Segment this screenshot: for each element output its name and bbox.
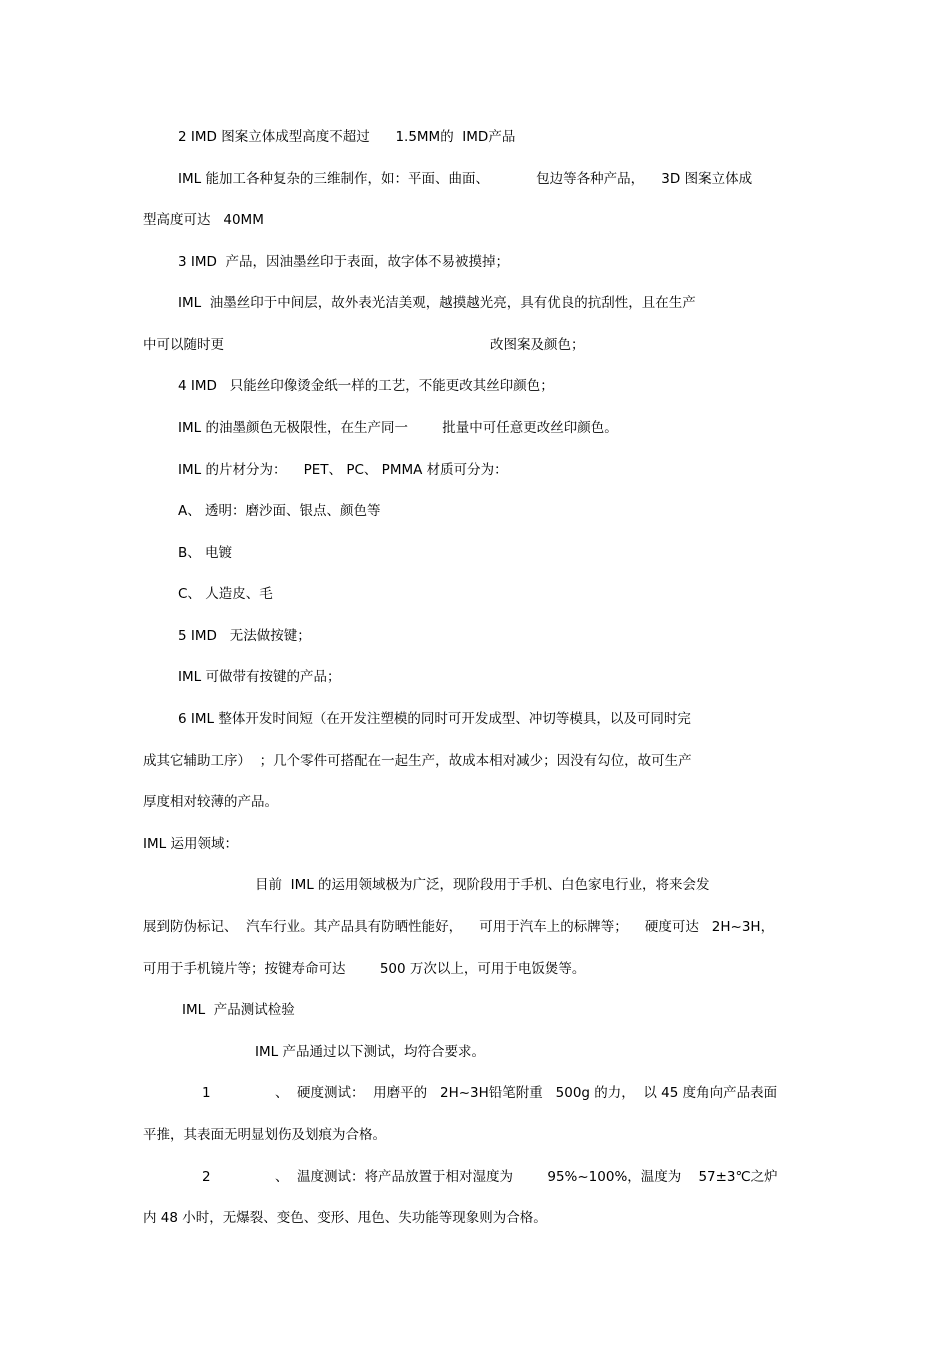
text-line-19: 目前 IML 的运用领域极为广泛，现阶段用于手机、白色家电行业，将来会发 bbox=[255, 877, 710, 893]
text-line-21: 可用于手机镜片等；按键寿命可达 500 万次以上，可用于电饭煲等。 bbox=[143, 961, 586, 977]
text-line-25: 平推，其表面无明显划伤及划痕为合格。 bbox=[143, 1127, 386, 1143]
text-line-20: 展到防伪标记、 汽车行业。其产品具有防晒性能好， 可用于汽车上的标牌等； 硬度可达 2H~3H， bbox=[143, 919, 775, 935]
text-line-2: IML 能加工各种复杂的三维制作，如：平面、曲面、 包边等各种产品， 3D 图案立体成 bbox=[178, 171, 753, 187]
text-line-3: 型高度可达 40MM bbox=[143, 212, 264, 228]
text-line-16: 成其它辅助工序） ；几个零件可搭配在一起生产，故成本相对减少；因没有勾位，故可生产 bbox=[143, 753, 692, 769]
text-line-13: 5 IMD 无法做按键； bbox=[178, 628, 311, 644]
text-line-27: 内 48 小时，无爆裂、变色、变形、甩色、失功能等现象则为合格。 bbox=[143, 1210, 547, 1226]
text-line-9: IML 的片材分为： PET、 PC、 PMMA 材质可分为： bbox=[178, 462, 508, 478]
text-line-7: 4 IMD 只能丝印像烫金纸一样的工艺，不能更改其丝印颜色； bbox=[178, 378, 554, 394]
text-line-8: IML 的油墨颜色无极限性，在生产同一 批量中可任意更改丝印颜色。 bbox=[178, 420, 618, 436]
text-line-10: A、 透明：磨沙面、银点、颜色等 bbox=[178, 503, 381, 519]
text-line-12: C、 人造皮、毛 bbox=[178, 586, 273, 602]
text-line-23: IML 产品通过以下测试，均符合要求。 bbox=[255, 1044, 485, 1060]
text-line-4: 3 IMD 产品，因油墨丝印于表面，故字体不易被摸掉； bbox=[178, 254, 509, 270]
text-line-6: 中可以随时更 改图案及颜色； bbox=[143, 337, 585, 353]
text-line-1: 2 IMD 图案立体成型高度不超过 1.5MM的 IMD产品 bbox=[178, 129, 516, 145]
text-line-17: 厚度相对较薄的产品。 bbox=[143, 794, 278, 810]
text-line-5: IML 油墨丝印于中间层，故外表光洁美观，越摸越光亮，具有优良的抗刮性，且在生产 bbox=[178, 295, 696, 311]
text-line-15: 6 IML 整体开发时间短（在开发注塑模的同时可开发成型、冲切等模具，以及可同时完 bbox=[178, 711, 691, 727]
text-line-24: 1 、 硬度测试： 用磨平的 2H~3H铅笔附重 500g 的力， 以 45 度角向产品表面 bbox=[202, 1085, 778, 1101]
text-line-11: B、 电镀 bbox=[178, 545, 233, 561]
section-heading-iml-applications: IML 运用领域： bbox=[143, 836, 238, 852]
text-line-26: 2 、 温度测试：将产品放置于相对湿度为 95%~100%，温度为 57±3℃之炉 bbox=[202, 1169, 778, 1185]
text-line-14: IML 可做带有按键的产品； bbox=[178, 669, 341, 685]
section-heading-iml-testing: IML 产品测试检验 bbox=[182, 1002, 295, 1018]
